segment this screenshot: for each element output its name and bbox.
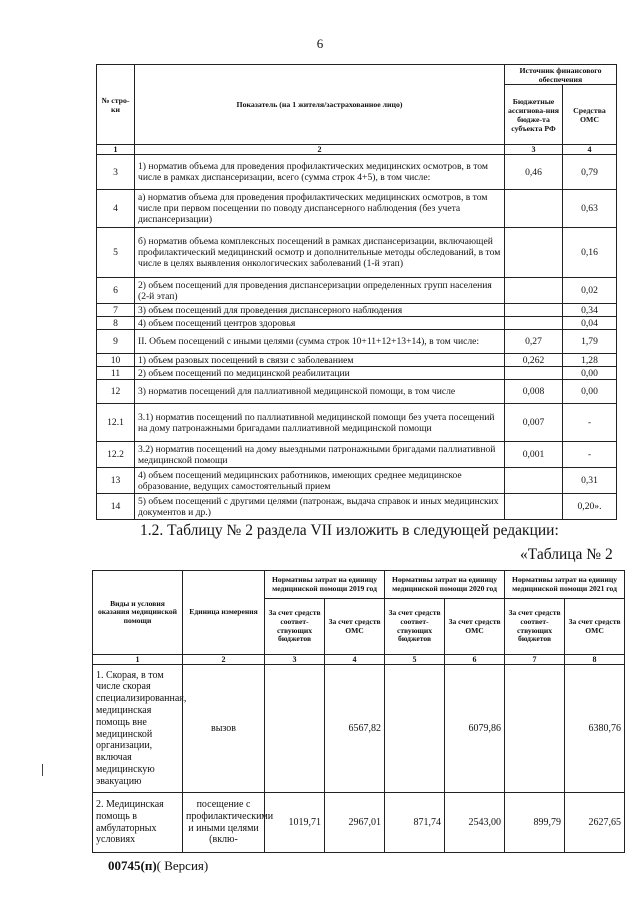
table-row: 9 II. Объем посещений с иными целями (сумма строк 10+11+12+13+14), в том числе: 0,27 1,79 (97, 330, 617, 354)
header-unit: Единица измерения (183, 571, 265, 655)
header-types: Виды и условия оказания медицинской помощи (93, 571, 183, 655)
table-row: 6 2) объем посещений для проведения диспансеризации определенных групп населения (2-й этап) 0,02 (97, 278, 617, 304)
table-row: 5 б) норматив объема комплексных посещений в рамках диспансеризации, включающей профилактический медицинский осмотр и дополнительные методы обследований, в том числе в целях выявления онкологических заболеваний (1-й этап) 0,16 (97, 228, 617, 278)
indicators-table (96, 64, 617, 520)
table-row: 13 4) объем посещений медицинских работников, имеющих среднее медицинское образование, ведущих самостоятельный прием 0,31 (97, 468, 617, 494)
table-row: 2. Медицинская помощь в амбулаторных условиях посещение с профилактическими и иными целями (вклю- 1019,71 2967,01 871,74 2543,00 899,79 2627,65 (93, 793, 625, 853)
header-source: Источник финансового обеспечения (505, 65, 617, 85)
version-label: ( Версия) (156, 858, 209, 873)
page-number: 6 (316, 36, 324, 51)
margin-mark (42, 764, 43, 776)
header-row-no: № стро-ки (97, 65, 135, 145)
column-index-row: 1 2 3 4 5 6 7 8 (93, 655, 625, 665)
header-budget: За счет средств соответ-ствующих бюджетов (505, 599, 565, 655)
table-row: 12.2 3.2) норматив посещений на дому выездными патронажными бригадами паллиативной медицинской помощи 0,001 - (97, 442, 617, 468)
header-budget: За счет средств соответ-ствующих бюджетов (385, 599, 445, 655)
document-footer (108, 858, 208, 874)
table-row: 11 2) объем посещений по медицинской реабилитации 0,00 (97, 367, 617, 380)
header-oms: За счет средств ОМС (565, 599, 625, 655)
header-oms: Средства ОМС (563, 85, 617, 145)
table-row: 14 5) объем посещений с другими целями (патронаж, выдача справок и иных медицинских документов и др.) 0,20». (97, 494, 617, 520)
table-header-row (93, 571, 625, 599)
header-oms: За счет средств ОМС (325, 599, 385, 655)
table-row: 12 3) норматив посещений для паллиативной медицинской помощи, в том числе 0,008 0,00 (97, 380, 617, 404)
header-budget: Бюджетные ассигнова-ния бюдже-та субъекта РФ (505, 85, 563, 145)
cost-norms-table (92, 570, 625, 853)
table-row: 4 а) норматив объема для проведения профилактических медицинских осмотров, в том числе при первом посещении по поводу диспансерного наблюдения (без учета диспансеризации) 0,63 (97, 190, 617, 228)
header-2020: Нормативы затрат на единицу медицинской помощи 2020 год (385, 571, 505, 599)
header-oms: За счет средств ОМС (445, 599, 505, 655)
header-2021: Нормативы затрат на единицу медицинской помощи 2021 год (505, 571, 625, 599)
table-row: 10 1) объем разовых посещений в связи с заболеванием 0,262 1,28 (97, 354, 617, 367)
table-row: 7 3) объем посещений для проведения диспансерного наблюдения 0,34 (97, 304, 617, 317)
document-code: 00745(п) (108, 858, 157, 873)
table-caption: «Таблица № 2 (520, 546, 613, 563)
header-2019: Нормативы затрат на единицу медицинской помощи 2019 год (265, 571, 385, 599)
header-indicator: Показатель (на 1 жителя/застрахованное лицо) (135, 65, 505, 145)
table-row: 3 1) норматив объема для проведения профилактических медицинских осмотров, в том числе в рамках диспансеризации, всего (сумма строк 4+5), в том числе: 0,46 0,79 (97, 155, 617, 190)
table-row: 12.1 3.1) норматив посещений по паллиативной медицинской помощи без учета посещений на дому патронажными бригадами паллиативной медицинской помощи 0,007 - (97, 404, 617, 442)
table-header-row (97, 65, 617, 85)
table-row: 1. Скорая, в том числе скорая специализированная, медицинская помощь вне медицинской организации, включая медицинскую эвакуацию вызов 6567,82 6079,86 6380,76 (93, 665, 625, 793)
header-budget: За счет средств соответ-ствующих бюджетов (265, 599, 325, 655)
section-heading: 1.2. Таблицу № 2 раздела VII изложить в следующей редакции: (140, 522, 559, 539)
column-index-row: 1 2 3 4 (97, 145, 617, 155)
table-row: 8 4) объем посещений центров здоровья 0,04 (97, 317, 617, 330)
